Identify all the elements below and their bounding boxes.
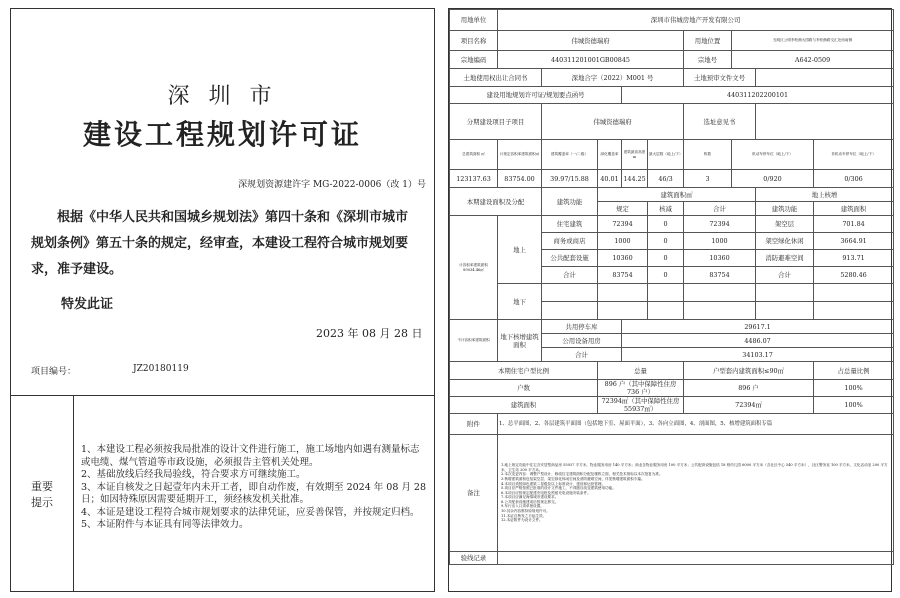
permit-title: 建设工程规划许可证	[82, 118, 362, 151]
attachments-label: 附件	[450, 414, 498, 435]
important-notes	[11, 395, 434, 592]
row-total: 72394	[684, 216, 756, 233]
metric-value: 83754.00	[498, 170, 542, 188]
land-contract-label: 土地使用权出让合同书	[450, 69, 542, 87]
parcel-code: 44031120​1001GB00845	[498, 51, 684, 69]
public-equipment: 4486.07	[622, 334, 894, 348]
note-item: 5、本证附件与本证具有同等法律效力。	[81, 519, 249, 530]
remark-item: 4.本项目须按绿色建筑二星级及以上标准设计、建设和运营管理。	[501, 481, 606, 486]
project-number-label: 项目编号：	[31, 367, 77, 377]
row-total: 10360	[684, 250, 756, 267]
area-total: 72394㎡（其中保障性住房 55937㎡）	[598, 397, 684, 414]
metric-value: 123137.63	[450, 170, 498, 188]
metric-header: 最大层数（地上/下）	[648, 140, 684, 170]
row-function-2: 合计	[756, 267, 814, 284]
row-reduction: 0	[648, 216, 684, 233]
row-reduction: 0	[648, 233, 684, 250]
row-regulated: 72394	[598, 216, 648, 233]
non-far-area-label: 不计容积率建筑面积	[450, 320, 498, 362]
land-use-permit-label: 建设用地规划许可证/规划要点函号	[450, 87, 622, 104]
units-row-label: 户数	[450, 380, 598, 397]
note-item: 4、本证是建设工程符合城市规划要求的法律凭证，应妥善保管，并按规定归档。	[81, 506, 420, 518]
issuance-phrase: 特发此证	[61, 297, 114, 312]
land-user-label: 用地单位	[450, 10, 498, 31]
unit-ratio-label: 本期住宅户型比例	[450, 362, 598, 380]
metric-value: 0/306	[814, 170, 894, 188]
remarks-label: 备注	[450, 435, 498, 552]
area-share: 100%	[814, 397, 894, 414]
share-column-header: 占总量比例	[814, 362, 894, 380]
metric-header: 建筑覆盖率（一/二级）	[542, 140, 598, 170]
row-total: 1000	[684, 233, 756, 250]
project-name-label: 项目名称	[450, 31, 498, 51]
far-area-label: 计容积率建筑面积 89034.46㎡	[450, 216, 498, 320]
remark-item: 7.本项目应满足海绵城市建设要求。	[501, 495, 559, 500]
land-contract: 深地合字（2022）M001 号	[542, 69, 684, 87]
area-2-header: 建筑面积	[814, 202, 894, 216]
metric-header: 建筑最高高度 m	[622, 140, 648, 170]
permit-details-page	[448, 8, 892, 592]
metric-value: 144.25	[622, 170, 648, 188]
function-header: 建筑功能	[542, 188, 598, 216]
remark-item: 3.核增建筑面积包括架空层、架空绿化休闲空间及消防避难空间，详见核增建筑面积专篇。	[501, 476, 645, 481]
metric-value: 46/3	[648, 170, 684, 188]
row-total: 83754	[684, 267, 756, 284]
project-number: JZ20180119	[133, 364, 189, 374]
remark-item: 6.本项目应按规定配建充电桩及预留充电设施安装条件。	[501, 490, 591, 495]
function-2-header: 建筑功能	[756, 202, 814, 216]
parcel-number-label: 宗地号	[684, 51, 732, 69]
metric-header: 非机动车停车位（地上/下）	[814, 140, 894, 170]
document-number: 深规划资源建许字 MG-2022-0006（改 1）号	[238, 180, 426, 190]
row-function-2: 架空绿化休闲	[756, 233, 814, 250]
location-label: 用地位置	[684, 31, 732, 51]
row-reduction: 0	[648, 250, 684, 267]
remark-item: 12.本证附件为设计文件。	[501, 518, 543, 523]
row-function: 住宅建筑	[542, 216, 598, 233]
metric-header: 总建筑面积 ㎡	[450, 140, 498, 170]
notes-label	[11, 396, 74, 592]
metric-header: 计规定容积率建筑面积㎡	[498, 140, 542, 170]
units-share: 100%	[814, 380, 894, 397]
total-column-header: 总量	[598, 362, 684, 380]
above-ground-label: 地上	[498, 216, 542, 284]
issue-date: 2023 年 08 月 28 日	[316, 327, 423, 340]
underground-sum-label: 合计	[542, 348, 622, 362]
location: 光明区公明李松蓢大园路与李松蓢路交汇处西南侧	[732, 31, 894, 51]
underground-sum: 34103.17	[622, 348, 894, 362]
inspection-record	[498, 552, 894, 565]
land-user: 深圳市伟城房地产开发有限公司	[498, 10, 894, 31]
units-total: 896 户（其中保障性住房 736 户）	[598, 380, 684, 397]
units-type: 896 户	[684, 380, 814, 397]
allocation-label: 本期建设面积及分配	[450, 188, 542, 216]
row-area-2: 913.71	[814, 250, 894, 267]
sub-project: 伟城资德瑞府	[542, 104, 684, 140]
note-item: 3、本证自核发之日起壹年内未开工者，即自动作废，有效期至 2024 年 08 月 28 日；如因特殊原因需要延期开工，须经核发机关批准。	[81, 481, 426, 505]
land-pre-approval-label: 土地预审文件文号	[684, 69, 756, 87]
metric-value: 3	[684, 170, 732, 188]
note-item: 2、基础放线后经我局验线，符合要求方可继续施工。	[81, 469, 306, 480]
inspection-record-label: 验线记录	[450, 552, 498, 565]
row-area-2: 701.84	[814, 216, 894, 233]
unit-type-column-header: 户型套内建筑面积≤90㎡	[684, 362, 814, 380]
remark-item: 11.本证自核发之日起生效。	[501, 513, 547, 518]
row-function-2: 架空层	[756, 216, 814, 233]
public-equipment-label: 公用设备用房	[542, 334, 622, 348]
row-reduction: 0	[648, 267, 684, 284]
notes-label-text: 重要 提示	[31, 480, 53, 509]
remark-item: 5.项目应严格按照已批准的设计文件施工，不得擅自改变建筑使用功能。	[501, 486, 616, 491]
area-row-label: 建筑面积	[450, 397, 598, 414]
remark-item: 2.本次变更内容：调整户型设计、修改住宅建筑面积分配及楼栋立面，相关技术指标以本次批复为准。	[501, 472, 663, 477]
site-opinion	[756, 104, 894, 140]
row-regulated: 10360	[598, 250, 648, 267]
reduction-header: 核减	[648, 202, 684, 216]
above-ground-increase-header: 地上核增	[756, 188, 894, 202]
metric-value: 39.97/15.88	[542, 170, 598, 188]
area-header: 建筑面积㎡	[598, 188, 756, 202]
metric-value: 0/920	[732, 170, 814, 188]
metric-header: 机动车停车位（地上/下）	[732, 140, 814, 170]
row-function: 合计	[542, 267, 598, 284]
remark-item: 9.车行出入口须单独设置。	[501, 504, 544, 509]
notes-list	[81, 444, 426, 532]
site-opinion-label: 选址意见书	[684, 104, 756, 140]
permit-statement	[31, 205, 420, 283]
row-area-2: 5280.46	[814, 267, 894, 284]
row-area-2: 3664.91	[814, 233, 894, 250]
shared-parking: 29617.1	[622, 320, 894, 334]
note-item: 1、本建设工程必须按我局批准的设计文件进行施工，施工场地内如遇有测量标志或电缆、煤气管道等市政设施，必须报告主管机关处理。	[81, 444, 420, 468]
remark-item: 8.公共配套设施建成后按规定移交。	[501, 499, 559, 504]
attachments: 1、总平面图，2、各层建筑平面图（包括地下室、屋面平面），3、各向立面图，4、剖面图，5、核增建筑面积专篇	[498, 414, 894, 435]
land-pre-approval	[756, 69, 894, 87]
metric-header: 绿化覆盖率	[598, 140, 622, 170]
permit-cover-page	[10, 8, 435, 592]
row-function: 公共配套设施	[542, 250, 598, 267]
issuing-city: 深 圳 市	[167, 84, 278, 109]
project-name: 伟城资德瑞府	[498, 31, 684, 51]
total-header: 合计	[684, 202, 756, 216]
remark-item: 10.其余内容维持原规划许可。	[501, 509, 550, 514]
land-use-permit: 44031120​2200101	[622, 87, 894, 104]
parcel-code-label: 宗地编码	[450, 51, 498, 69]
metric-header: 栋数	[684, 140, 732, 170]
remark-item: 1.地上规定功能中住宅含安居型商品房 55937 平方米，物业服务用房 140 平方米；商业含物业服务用房 100 平方米；公共配套设施包括 18 班幼儿园 6000 平方米（含社区中心 540 平方米），社区警务室 100 平方米，文化活动室 200 平方米，卫生站 200 平方米。	[501, 463, 888, 472]
row-function: 商务或商店	[542, 233, 598, 250]
row-regulated: 83754	[598, 267, 648, 284]
shared-parking-label: 共用停车库	[542, 320, 622, 334]
statement-paragraph: 根据《中华人民共和国城乡规划法》第四十条和《深圳市城市规划条例》第五十条的规定，经审查，本建设工程符合城市规划要求，准予建设。	[31, 210, 409, 277]
row-regulated: 1000	[598, 233, 648, 250]
sub-project-label: 分期建设项目子项目	[450, 104, 542, 140]
permit-details-table	[449, 9, 894, 565]
regulated-header: 规定	[598, 202, 648, 216]
metric-value: 40.01	[598, 170, 622, 188]
underground-increase-label: 地下核增建筑面积	[498, 320, 542, 362]
underground-label: 地下	[498, 284, 542, 320]
parcel-number: A642-0509	[732, 51, 894, 69]
row-function-2: 消防避难空间	[756, 250, 814, 267]
area-type: 72394㎡	[684, 397, 814, 414]
remarks	[498, 435, 894, 552]
